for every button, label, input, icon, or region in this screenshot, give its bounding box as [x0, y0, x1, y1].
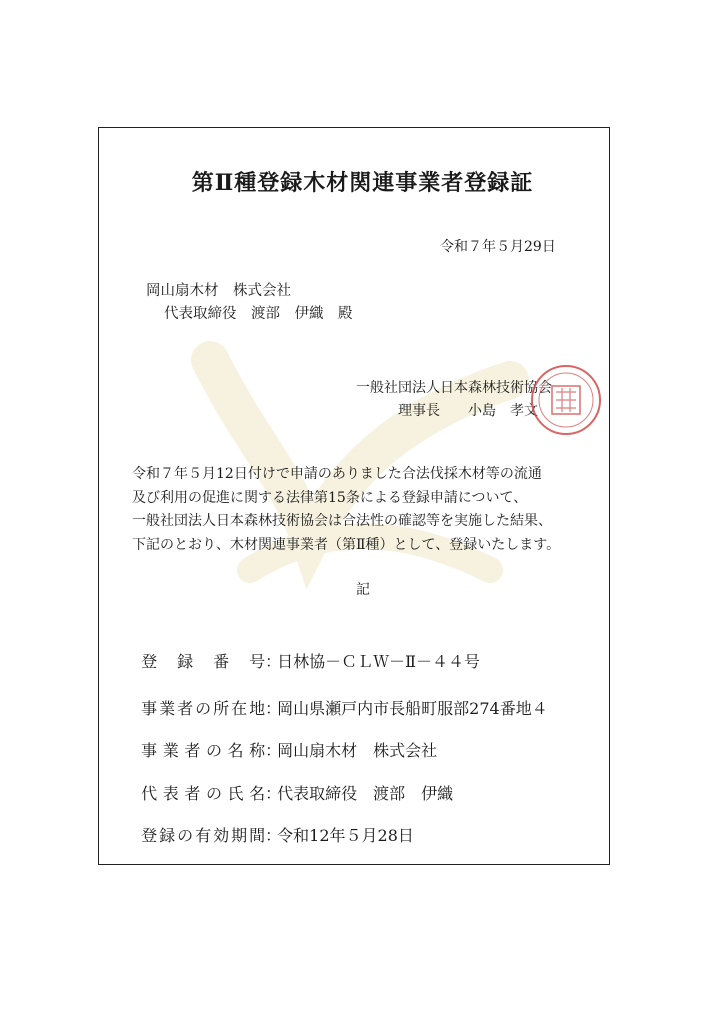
body-line: 及び利用の促進に関する法律第15条による登録申請について、	[132, 489, 528, 506]
business-address-row	[131, 677, 548, 719]
recipient-representative: 代表取締役 渡部 伊織 殿	[164, 306, 353, 322]
field-value: 岡山県瀬戸内市長船町服部274番地４	[277, 699, 548, 718]
field-value: 岡山扇木材 株式会社	[277, 741, 438, 760]
field-colon: ：	[265, 699, 282, 718]
ki-heading: 記	[356, 582, 370, 598]
field-colon: ：	[265, 784, 282, 803]
registration-number-row	[131, 630, 480, 672]
validity-period-row	[131, 804, 414, 846]
field-label: 事業者の所在地	[141, 699, 266, 718]
business-name-row	[131, 719, 437, 761]
body-line: 下記のとおり、木材関連事業者（第Ⅱ種）として、登録いたします。	[132, 536, 561, 553]
body-line: 令和７年５月12日付けで申請のありました合法伐採木材等の流通	[132, 466, 542, 482]
field-value: 代表取締役 渡部 伊織	[277, 784, 454, 803]
issue-date: 令和７年５月29日	[440, 239, 556, 255]
field-label: 事業者の名称	[141, 741, 266, 760]
field-label: 代表者の氏名	[141, 784, 266, 803]
representative-name-row	[131, 762, 453, 804]
body-line: 一般社団法人日本森林技術協会は合法性の確認等を実施した結果、	[132, 513, 552, 529]
issuer-representative: 理事長 小島 孝文	[398, 403, 538, 419]
certificate-title: 第Ⅱ種登録木材関連事業者登録証	[191, 170, 534, 196]
official-seal-stamp	[522, 362, 610, 438]
field-value: 令和12年５月28日	[277, 826, 414, 845]
field-colon: ：	[265, 741, 282, 760]
recipient-company: 岡山扇木材 株式会社	[146, 283, 291, 299]
field-label: 登録番号	[141, 652, 266, 671]
field-colon: ：	[265, 652, 282, 671]
issuer-organization: 一般社団法人日本森林技術協会	[356, 380, 552, 396]
certificate-body	[132, 463, 572, 557]
field-label: 登録の有効期間	[141, 826, 266, 845]
field-colon: ：	[265, 826, 282, 845]
field-value: 日林協－ＣＬＷ－Ⅱ－４４号	[277, 652, 481, 671]
